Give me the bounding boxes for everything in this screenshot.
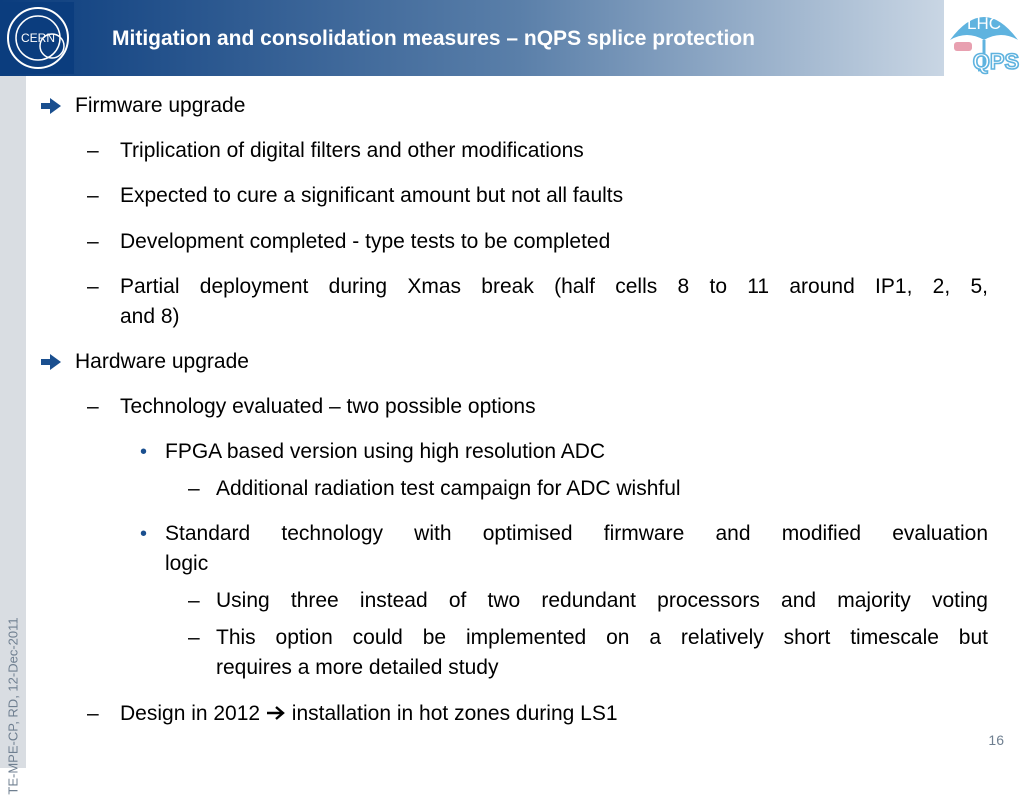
list-item: Triplication of digital filters and other modifications — [120, 139, 584, 162]
lhc-qps-logo — [944, 0, 1024, 78]
dash-marker: – — [87, 275, 99, 298]
arrow-right-icon — [40, 353, 62, 371]
svg-text:QPS: QPS — [972, 49, 1020, 74]
slide-title: Mitigation and consolidation measures – nQPS splice protection — [112, 27, 755, 50]
bullet-marker: • — [140, 523, 148, 545]
list-item: Technology evaluated – two possible options — [120, 395, 536, 418]
page-number: 16 — [988, 732, 1004, 748]
list-item — [120, 699, 618, 729]
dash-marker: – — [188, 589, 200, 612]
list-item: Expected to cure a significant amount but not all faults — [120, 184, 624, 207]
list-item: Hardware upgrade — [75, 350, 249, 373]
list-item-text: Design in 2012 — [120, 702, 261, 725]
dash-marker: – — [87, 139, 99, 162]
list-item: FPGA based version using high resolution ADC — [165, 440, 606, 463]
dash-marker: – — [87, 702, 99, 725]
left-sidebar — [0, 76, 26, 795]
slide-header — [0, 0, 944, 76]
cern-logo — [2, 2, 74, 74]
arrow-right-icon — [40, 97, 62, 115]
dash-marker: – — [87, 184, 99, 207]
svg-text:CERN: CERN — [20, 31, 56, 45]
list-item: Using three instead of two redundant processors and majority voting — [216, 589, 988, 612]
dash-marker: – — [87, 230, 99, 253]
bullet-marker: • — [140, 441, 148, 463]
list-item-continuation: requires a more detailed study — [216, 656, 499, 679]
list-item: Partial deployment during Xmas break (half cells 8 to 11 around IP1, 2, 5, — [120, 275, 988, 298]
list-item: This option could be implemented on a relatively short timescale but — [216, 626, 988, 649]
dash-marker: – — [87, 395, 99, 418]
list-item-continuation: logic — [165, 552, 209, 575]
dash-marker: – — [188, 477, 200, 500]
arrow-right-icon — [266, 705, 286, 721]
list-item: Firmware upgrade — [75, 94, 246, 117]
svg-text:LHC: LHC — [966, 14, 1002, 33]
list-item-text: installation in hot zones during LS1 — [291, 702, 618, 725]
list-item-continuation: and 8) — [120, 305, 180, 328]
list-item: Development completed - type tests to be completed — [120, 230, 611, 253]
list-item: Standard technology with optimised firmware and modified evaluation — [165, 522, 988, 545]
sidebar-footer-text: TE-MPE-CP, RD, 12-Dec-2011 — [5, 617, 21, 795]
list-item: Additional radiation test campaign for ADC wishful — [216, 477, 681, 500]
dash-marker: – — [188, 626, 200, 649]
